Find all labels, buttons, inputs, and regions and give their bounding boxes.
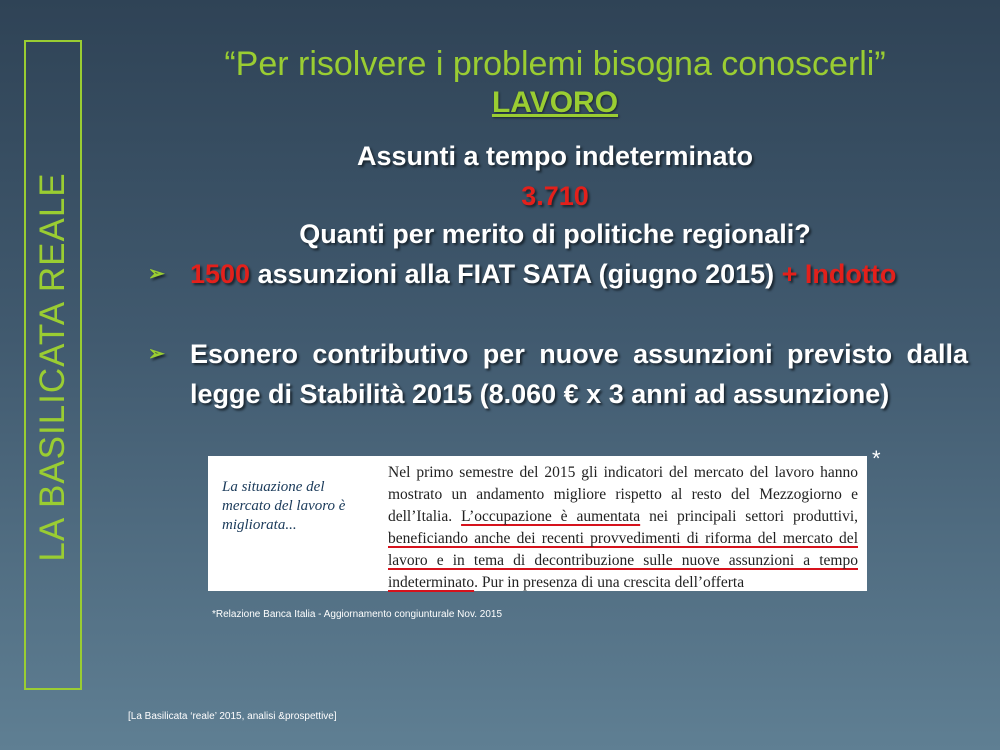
- asterisk-mark: *: [872, 446, 881, 471]
- section-title: LAVORO: [491, 86, 619, 119]
- footer-text: [La Basilicata ‘reale’ 2015, analisi &prospettive]: [128, 711, 337, 722]
- report-excerpt-image: [208, 456, 867, 591]
- excerpt-underlined-2: beneficiando anche dei recenti provvedimenti di riforma del mercato del lavoro e in tema di decontribuzione sulle nuove assunzioni a tempo indeterminato: [388, 530, 858, 591]
- question-line: Quanti per merito di politiche regionali?: [299, 219, 811, 249]
- bullet-fiat-text: assunzioni alla FIAT SATA (giugno 2015): [250, 259, 782, 289]
- excerpt-underlined-1: L’occupazione è aumentata: [461, 508, 641, 525]
- bullet-fiat-indotto: + Indotto: [781, 259, 897, 289]
- sidebar-title: LA BASILICATA REALE: [33, 172, 72, 562]
- excerpt-text-2: nei principali settori produttivi,: [640, 508, 859, 525]
- hires-number: 3.710: [521, 181, 589, 211]
- hires-heading: Assunti a tempo indeterminato: [356, 141, 754, 171]
- arrow-bullet-icon: ➢: [148, 263, 165, 285]
- arrow-bullet-icon: ➢: [148, 343, 165, 365]
- bullet-esonero: [140, 334, 968, 414]
- bullet-esonero-text: Esonero contributivo per nuove assunzioni previsto dalla legge di Stabilità 2015 (8.060 € x 3 anni ad assunzione): [190, 339, 968, 409]
- source-note: *Relazione Banca Italia - Aggiornamento congiunturale Nov. 2015: [212, 609, 502, 620]
- excerpt-text-1: Nel primo semestre del 2015 gli indicatori del mercato del lavoro hanno mostrato un andamento migliore rispetto al resto del Mezzogiorno e dell’Italia.: [388, 464, 858, 525]
- excerpt-text-3: . Pur in presenza di una crescita dell’offerta: [474, 574, 745, 591]
- bullet-fiat-count: 1500: [190, 259, 251, 289]
- excerpt-paragraph: [388, 462, 858, 594]
- quote-title: “Per risolvere i problemi bisogna conoscerli”: [224, 45, 886, 83]
- excerpt-heading: La situazione del mercato del lavoro è migliorata...: [222, 479, 346, 533]
- bullet-fiat: [140, 254, 968, 294]
